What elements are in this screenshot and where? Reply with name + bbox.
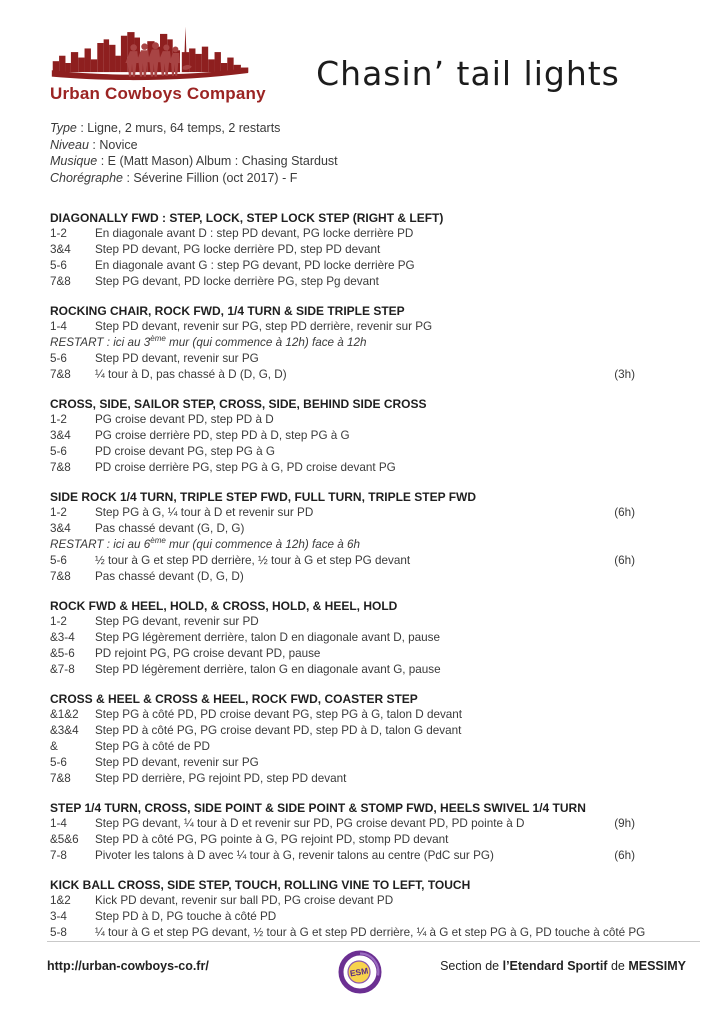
step-description: Step PD devant, revenir sur PG [95,756,259,769]
meta-line [50,137,674,154]
count-cell: 7&8 [50,570,71,583]
step-description: Step PG légèrement derrière, talon D en diagonale avant D, pause [95,631,440,644]
dance-section [50,210,674,290]
count-cell: &5&6 [50,833,79,846]
count-cell: &3&4 [50,724,79,737]
dance-section [50,877,674,941]
dance-section [50,598,674,678]
count-cell: 5-6 [50,445,67,458]
step-description: En diagonale avant D : step PD devant, PG locke derrière PD [95,227,414,240]
count-cell: 7&8 [50,368,71,381]
wall-orientation-marker: (6h) [614,554,635,567]
section-title: DIAGONALLY FWD : STEP, LOCK, STEP LOCK STEP (RIGHT & LEFT) [50,211,444,225]
step-row [50,707,674,723]
step-row [50,553,674,569]
meta-value: Ligne, 2 murs, 64 temps, 2 restarts [87,121,281,135]
footer-club-text [440,959,686,973]
count-cell: 5-6 [50,259,67,272]
section-title: STEP 1/4 TURN, CROSS, SIDE POINT & SIDE POINT & STOMP FWD, HEELS SWIVEL 1/4 TURN [50,801,586,815]
count-cell: 7&8 [50,772,71,785]
section-title: ROCK FWD & HEEL, HOLD, & CROSS, HOLD, & HEEL, HOLD [50,599,398,613]
dance-section [50,303,674,383]
step-description: Step PG à côté de PD [95,740,210,753]
step-row [50,646,674,662]
step-row [50,848,674,864]
step-row [50,755,674,771]
site-url-link[interactable]: http://urban-cowboys-co.fr/ [47,959,209,973]
step-row [50,630,674,646]
wall-orientation-marker: (6h) [614,506,635,519]
restart-superscript: ème [150,536,166,546]
count-cell: 1&2 [50,894,71,907]
step-row [50,258,674,274]
esm-logo-text: ESM [349,965,369,979]
section-title: CROSS, SIDE, SAILOR STEP, CROSS, SIDE, BEHIND SIDE CROSS [50,397,427,411]
esm-club-logo-icon [337,950,383,996]
company-name: Urban Cowboys Company [50,84,266,103]
section-title: KICK BALL CROSS, SIDE STEP, TOUCH, ROLLING VINE TO LEFT, TOUCH [50,878,471,892]
header [50,24,674,104]
count-cell: 1-2 [50,227,67,240]
step-row [50,723,674,739]
meta-block [50,120,674,186]
count-cell: 1-2 [50,413,67,426]
step-row [50,569,674,585]
count-cell: 3&4 [50,429,71,442]
step-description: ½ tour à G et step PD derrière, ½ tour à G et step PG devant [95,554,411,567]
step-description: Pivoter les talons à D avec ¼ tour à G, revenir talons au centre (PdC sur PG) [95,849,494,862]
count-cell: &1&2 [50,708,79,721]
step-description: Step PD devant, revenir sur PG [95,352,259,365]
step-description: Step PD à côté PG, PG pointe à G, PG rejoint PD, stomp PD devant [95,833,449,846]
step-row [50,226,674,242]
page-title: Chasin’ tail lights [316,54,620,93]
wall-orientation-marker: (9h) [614,817,635,830]
wall-orientation-marker: (6h) [614,849,635,862]
step-description: Step PG à côté PD, PD croise devant PG, step PG à G, talon D devant [95,708,463,721]
count-cell: & [50,740,58,753]
count-cell: 5-6 [50,352,67,365]
step-description: Step PD devant, PG locke derrière PD, step PD devant [95,243,381,256]
step-row [50,662,674,678]
city-skyline-cowboys-icon [50,24,250,82]
meta-separator: : [76,121,88,135]
section-title: CROSS & HEEL & CROSS & HEEL, ROCK FWD, COASTER STEP [50,692,418,706]
restart-prefix: RESTART : ici au 3 [50,336,151,349]
count-cell: 3-4 [50,910,67,923]
step-row [50,816,674,832]
meta-label: Musique [50,154,98,168]
count-cell: 5-6 [50,756,67,769]
step-description: Step PD à D, PG touche à côté PD [95,910,277,923]
meta-value: Séverine Fillion (oct 2017) - F [133,170,298,185]
step-description: Pas chassé devant (D, G, D) [95,570,244,583]
step-row [50,460,674,476]
step-description: Kick PD devant, revenir sur ball PD, PG croise devant PD [95,894,394,907]
step-description: Step PG devant, PD locke derrière PG, step Pg devant [95,275,379,288]
step-description: Step PD devant, revenir sur PG, step PD derrière, revenir sur PG [95,320,433,333]
dance-section [50,489,674,585]
dance-section [50,396,674,476]
step-row [50,893,674,909]
count-cell: &7-8 [50,663,75,676]
step-description: ¼ tour à G et step PG devant, ½ tour à G et step PD derrière, ¼ à G et step PG à G, PD touche à côté PG [95,926,646,939]
restart-prefix: RESTART : ici au 6 [50,538,151,551]
step-description: Step PG devant, ¼ tour à D et revenir sur PD, PG croise devant PD, PD pointe à D [95,817,525,830]
step-description: Step PD légèrement derrière, talon G en diagonale avant G, pause [95,663,441,676]
step-description: PD rejoint PG, PG croise devant PD, pause [95,647,321,660]
meta-separator: : [97,154,108,168]
step-row [50,614,674,630]
step-description: Pas chassé devant (G, D, G) [95,522,245,535]
step-description: Step PD derrière, PG rejoint PD, step PD devant [95,772,347,785]
sections-container [50,210,674,941]
footer-divider [47,942,700,979]
meta-value: Novice [99,137,138,152]
dance-section [50,691,674,787]
step-description: En diagonale avant G : step PG devant, PD locke derrière PG [95,259,415,272]
urban-cowboys-logo [50,24,266,104]
restart-superscript: ème [150,334,166,344]
count-cell: 1-2 [50,615,67,628]
step-row [50,428,674,444]
step-row [50,505,674,521]
step-description: Step PG à G, ¼ tour à D et revenir sur PD [95,506,314,519]
count-cell: 5-6 [50,554,67,567]
meta-separator: : [122,170,134,185]
count-cell: 1-4 [50,320,67,333]
step-description: ¼ tour à D, pas chassé à D (D, G, D) [95,368,287,381]
count-cell: 1-4 [50,817,67,830]
title-wrap [262,24,674,93]
count-cell: 3&4 [50,522,71,535]
meta-label: Niveau [50,137,89,152]
dance-section [50,800,674,864]
step-description: Step PG devant, revenir sur PD [95,615,259,628]
restart-note [50,335,674,351]
meta-label: Chorégraphe [50,170,123,185]
count-cell: &5-6 [50,647,75,660]
restart-rest: mur (qui commence à 12h) face à 12h [165,336,367,349]
meta-value: E (Matt Mason) Album : Chasing Stardust [107,154,338,168]
footer-text-segment: de [607,959,629,973]
step-row [50,351,674,367]
count-cell: &3-4 [50,631,75,644]
step-row [50,444,674,460]
step-row [50,771,674,787]
section-title: ROCKING CHAIR, ROCK FWD, 1/4 TURN & SIDE TRIPLE STEP [50,304,405,318]
count-cell: 7&8 [50,461,71,474]
step-row [50,367,674,383]
step-row [50,521,674,537]
step-description: PD croise devant PG, step PG à G [95,445,275,458]
restart-note [50,537,674,553]
count-cell: 7&8 [50,275,71,288]
footer-text-segment: MESSIMY [628,959,686,973]
meta-separator: : [88,137,100,152]
meta-line [50,153,674,170]
restart-rest: mur (qui commence à 12h) face à 6h [165,538,361,551]
step-row [50,739,674,755]
wall-orientation-marker: (3h) [614,368,635,381]
step-row [50,242,674,258]
count-cell: 5-8 [50,926,67,939]
footer-text-segment: Section de [440,959,503,973]
step-row [50,319,674,335]
count-cell: 1-2 [50,506,67,519]
step-row [50,274,674,290]
footer-text-segment: l’Etendard Sportif [502,959,608,973]
step-row [50,412,674,428]
section-title: SIDE ROCK 1/4 TURN, TRIPLE STEP FWD, FULL TURN, TRIPLE STEP FWD [50,490,477,504]
step-description: Step PD à côté PG, PG croise devant PD, step PD à D, talon G devant [95,724,462,737]
meta-line [50,120,674,137]
count-cell: 3&4 [50,243,71,256]
step-row [50,925,674,941]
count-cell: 7-8 [50,849,67,862]
meta-line [50,170,674,187]
step-description: PD croise derrière PG, step PG à G, PD croise devant PG [95,461,396,474]
step-row [50,909,674,925]
step-description: PG croise devant PD, step PD à D [95,413,274,426]
meta-label: Type [50,121,77,135]
footer [47,941,700,979]
step-description: PG croise derrière PD, step PD à D, step PG à G [95,429,350,442]
step-row [50,832,674,848]
